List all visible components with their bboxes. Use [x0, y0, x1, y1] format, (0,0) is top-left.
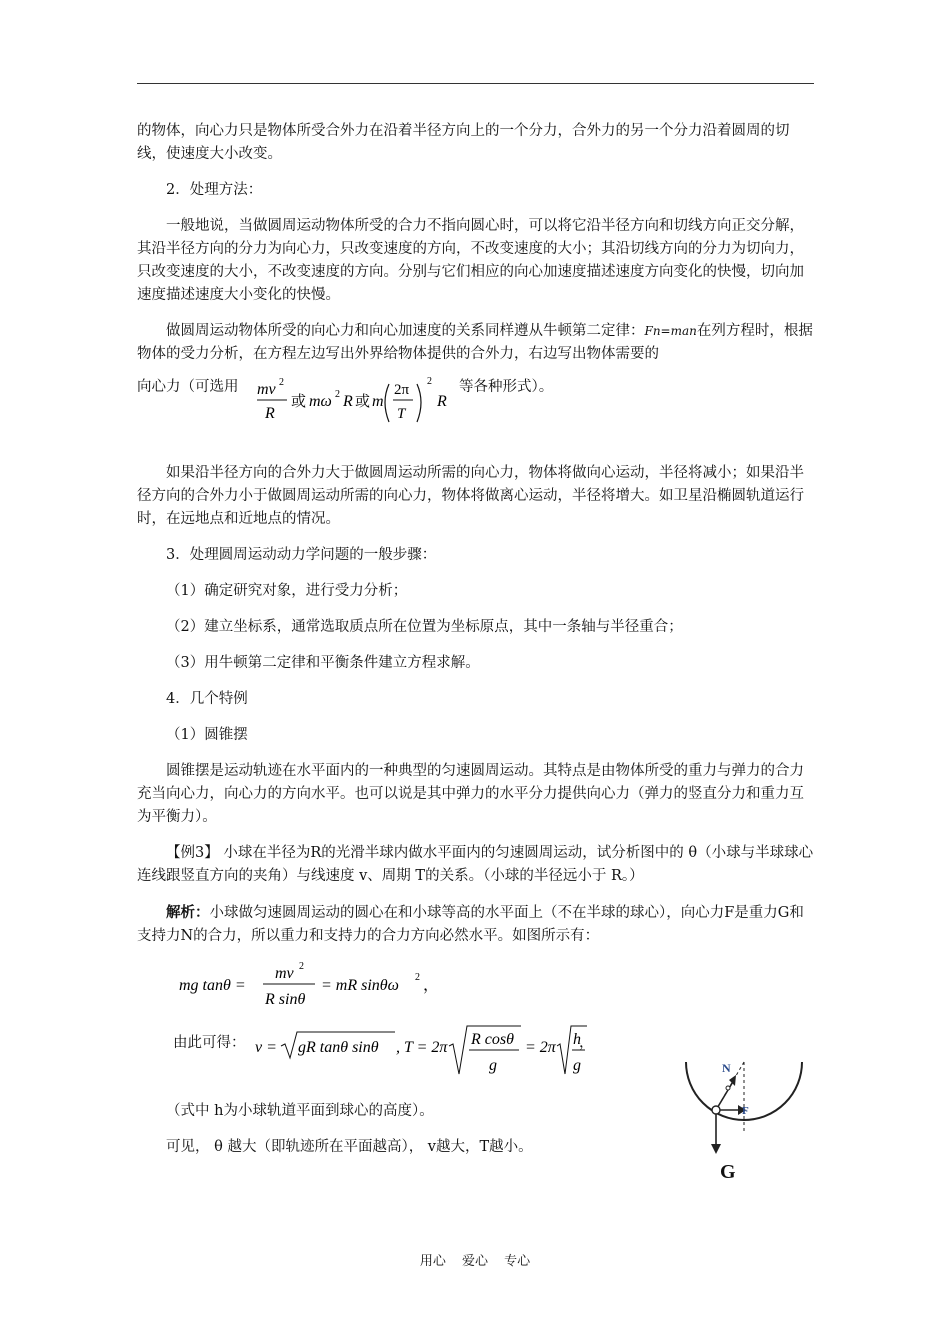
- case-conical-pendulum: （1）圆锥摆: [166, 727, 248, 743]
- formula-sq2: 2: [335, 389, 340, 400]
- newton-equation: Fn=man: [644, 324, 697, 338]
- eq1-lhs: mg tanθ =: [179, 977, 246, 994]
- newton-text-a: 做圆周运动物体所受的向心力和向心加速度的关系同样遵从牛顿第二定律：: [166, 323, 645, 339]
- example-label: 【例3】: [166, 845, 219, 861]
- step-1: （1）确定研究对象，进行受力分析；: [166, 583, 408, 599]
- formula-paren-right: [417, 384, 421, 422]
- formula-R2: R: [343, 393, 353, 410]
- formula-sq3: 2: [427, 376, 432, 387]
- paragraph-centrifugal: 如果沿半径方向的合外力大于做圆周运动所需的向心力，物体将做向心运动，半径将减小；如果沿半径方向的合外力小于做圆周运动所需的向心力，物体将做离心运动，半径将增大。如卫星沿椭圆轨道运行时，在远地点和近地点的情况。: [137, 465, 804, 527]
- step-3: （3）用牛顿第二定律和平衡条件建立方程求解。: [166, 655, 480, 671]
- solution-text: 小球做匀速圆周运动的圆心在和小球等高的水平面上（不在半球的球心），向心力F是重力G和支持力N的合力，所以重力和支持力的合力方向必然水平。如图所示有：: [137, 905, 804, 944]
- page-footer: [0, 1250, 950, 1269]
- footer-item-2: 爱心: [461, 1254, 488, 1269]
- eq1-rhs: = mR sinθω: [321, 977, 399, 994]
- eq2-h: h: [573, 1031, 581, 1048]
- newton-text-b: 在列方程时，根据物体的受力分析，在方程左边写出外界给物体提供的合外力，右边写出物体需要的: [137, 323, 813, 362]
- eq1-num-sq: 2: [299, 961, 304, 972]
- formula-m: m: [372, 393, 384, 410]
- normal-force-arrow: [716, 1080, 734, 1110]
- conclusion: 可见， θ 越大（即轨迹所在平面越高）， v越大，T越小。: [166, 1139, 533, 1155]
- heading-special-cases: 4．几个特例: [166, 691, 248, 707]
- eq2-g: g: [573, 1057, 581, 1074]
- solution-label: 解析：: [166, 904, 210, 921]
- formula-sq1: 2: [279, 377, 284, 388]
- formula-or1: 或: [291, 394, 307, 410]
- theta-marker: [726, 1086, 730, 1090]
- eq1-comma: ，: [423, 977, 440, 994]
- eq2-v-radicand: gR tanθ sinθ: [298, 1039, 379, 1056]
- centripetal-forms-formula: [255, 372, 465, 430]
- note-h: （式中 h为小球轨道平面到球心的高度）。: [166, 1103, 434, 1119]
- header-rule: [137, 83, 814, 84]
- example-text: 小球在半径为R的光滑半球内做水平面内的匀速圆周运动，试分析图中的 θ（小球与半球球心连线跟竖直方向的夹角）与线速度 v、周期 T的关系。（小球的半径远小于 R。）: [137, 845, 814, 884]
- step-2: （2）建立坐标系，通常选取质点所在位置为坐标原点，其中一条轴与半径重合；: [166, 619, 683, 635]
- formula-R3: R: [437, 393, 447, 410]
- formula-paren-left: [385, 384, 389, 422]
- eq2-T: , T = 2π: [396, 1039, 448, 1056]
- normal-force-arrowhead: [729, 1075, 736, 1086]
- paragraph-method: 一般地说，当做圆周运动物体所受的合力不指向圆心时，可以将它沿半径方向和切线方向正交分解，其沿半径方向的分力为向心力，只改变速度的方向，不改变速度的大小；其沿切线方向的分力为切向力，只改变速度的大小，不改变速度的方向。分别与它们相应的向心加速度描述速度方向变化的快慢，切向加速度描述速度大小变化的快慢。: [137, 218, 804, 303]
- paragraph-conical-pendulum: 圆锥摆是运动轨迹在水平面内的一种典型的匀速圆周运动。其特点是由物体所受的重力与弹力的合力充当向心力，向心力的方向水平。也可以说是其中弹力的水平分力提供向心力（弹力的竖直分力和重力互为平衡力）。: [137, 763, 804, 825]
- eq1-rhs-sq: 2: [415, 972, 420, 983]
- eq2-T-den: g: [489, 1057, 497, 1074]
- example-3: [137, 842, 814, 888]
- label-N: N: [722, 1061, 731, 1075]
- formula-T: T: [397, 406, 406, 422]
- footer-item-1: 用心: [419, 1254, 446, 1269]
- forms-text-a: 向心力（可选用: [137, 379, 239, 395]
- solution: [137, 901, 814, 948]
- formula-or2: 或: [355, 394, 371, 410]
- gravity-arrowhead: [711, 1144, 721, 1154]
- eq2-eq: = 2π: [525, 1039, 556, 1056]
- eq2-T-num: R cosθ: [471, 1031, 514, 1048]
- formula-momega: mω: [309, 393, 332, 410]
- eq1-den: R sinθ: [265, 991, 306, 1008]
- formula-R1: R: [265, 405, 275, 422]
- formula-mv: mv: [257, 381, 276, 398]
- document-body: [137, 120, 814, 1159]
- equation-2: [253, 1022, 593, 1084]
- hemisphere-figure: [680, 1058, 810, 1186]
- formula-2pi: 2π: [394, 382, 410, 398]
- equation-1: [177, 956, 477, 1016]
- ball: [712, 1106, 720, 1114]
- paragraph-continuation: 的物体，向心力只是物体所受合外力在沿着半径方向上的一个分力，合外力的另一个分力沿着圆周的切线，使速度大小改变。: [137, 123, 790, 162]
- eq2-v: v =: [255, 1039, 277, 1056]
- label-F: F: [742, 1105, 749, 1117]
- footer-item-3: 专心: [504, 1254, 531, 1269]
- eq2-comma: ，: [579, 1035, 594, 1051]
- eq1-num: mv: [275, 965, 294, 982]
- paragraph-newton: [137, 320, 814, 366]
- heading-steps: 3．处理圆周运动动力学问题的一般步骤：: [166, 547, 437, 563]
- heading-method: 2．处理方法：: [166, 182, 263, 198]
- derivation-label: 由此可得：: [173, 1035, 246, 1051]
- centripetal-forms-row: [137, 372, 814, 432]
- forms-text-b: 等各种形式）。: [459, 379, 554, 395]
- label-G: G: [720, 1161, 736, 1183]
